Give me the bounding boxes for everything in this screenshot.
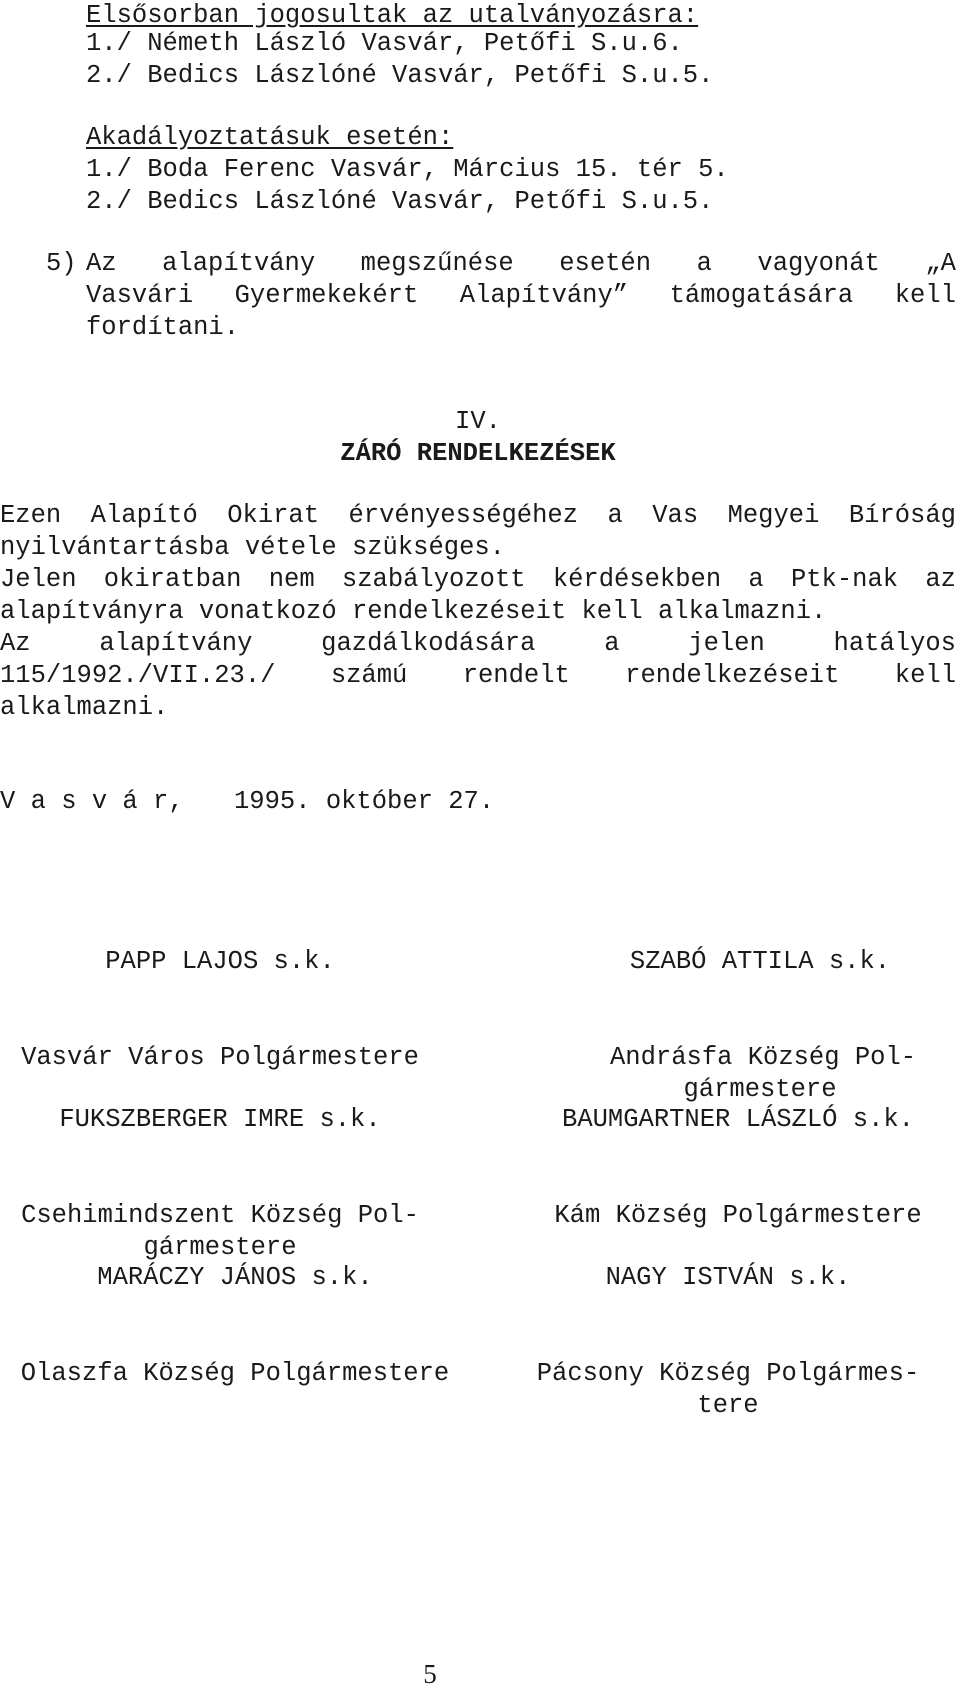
section-title: ZÁRÓ RENDELKEZÉSEK xyxy=(340,439,616,468)
item5-line-1: Az alapítvány megszűnése esetén a vagyonát „A xyxy=(86,249,956,278)
paragraph-3-line-1: Az alapítvány gazdálkodására a jelen hatályos xyxy=(0,629,956,658)
signatory-title: Pácsony Község Polgármes- tere xyxy=(536,1359,920,1420)
authorized-person-1: 1./ Németh László Vasvár, Petőfi S.u.6. xyxy=(86,29,683,58)
signatory-title: Andrásfa Község Pol- gármestere xyxy=(610,1043,917,1104)
item5-line-3: fordítani. xyxy=(86,313,240,342)
substitute-person-1: 1./ Boda Ferenc Vasvár, Március 15. tér 5. xyxy=(86,155,729,184)
substitute-person-2: 2./ Bedics Lászlóné Vasvár, Petőfi S.u.5. xyxy=(86,187,714,216)
paragraph-2-line-2: alapítványra vonatkozó rendelkezéseit kell alkalmazni. xyxy=(0,597,827,626)
paragraph-1-line-1: Ezen Alapító Okirat érvényességéhez a Vas Megyei Bíróság xyxy=(0,501,956,530)
substitutes-heading: Akadályoztatásuk esetén: xyxy=(86,123,454,152)
signatory-name: FUKSZBERGER IMRE s.k. xyxy=(59,1105,381,1134)
paragraph-2-line-1: Jelen okiratban nem szabályozott kérdésekben a Ptk-nak az xyxy=(0,565,956,594)
paragraph-1-line-2: nyilvántartásba vétele szükséges. xyxy=(0,533,505,562)
signatory-title: Kám Község Polgármestere xyxy=(554,1201,922,1230)
authorized-heading: Elsősorban jogosultak az utalványozásra: xyxy=(86,1,699,30)
signatory-title: Vasvár Város Polgármestere xyxy=(21,1043,419,1072)
paragraph-3-line-3: alkalmazni. xyxy=(0,693,169,722)
signatory-title: Csehimindszent Község Pol- gármestere xyxy=(21,1201,419,1262)
place: V a s v á r, xyxy=(0,787,184,816)
page-number: 5 xyxy=(423,1659,437,1689)
signatory-name: SZABÓ ATTILA s.k. xyxy=(629,947,891,976)
item5-line-2: Vasvári Gyermekekért Alapítvány” támogatására kell xyxy=(86,281,956,310)
signature-block xyxy=(0,1198,470,1422)
signatory-name: NAGY ISTVÁN s.k. xyxy=(605,1263,851,1292)
signatory-title: Olaszfa Község Polgármestere xyxy=(20,1359,450,1388)
item5-number: 5) xyxy=(46,249,77,278)
signatory-name: BAUMGARTNER LÁSZLÓ s.k. xyxy=(562,1105,914,1134)
paragraph-3-line-2: 115/1992./VII.23./ számú rendelt rendelkezéseit kell xyxy=(0,661,956,690)
date: 1995. október 27. xyxy=(234,787,495,816)
signatory-name: PAPP LAJOS s.k. xyxy=(105,947,335,976)
section-number: IV. xyxy=(455,407,501,436)
signatory-name: MARÁCZY JÁNOS s.k. xyxy=(97,1263,373,1292)
authorized-person-2: 2./ Bedics Lászlóné Vasvár, Petőfi S.u.5. xyxy=(86,61,714,90)
signature-block xyxy=(518,1198,938,1454)
